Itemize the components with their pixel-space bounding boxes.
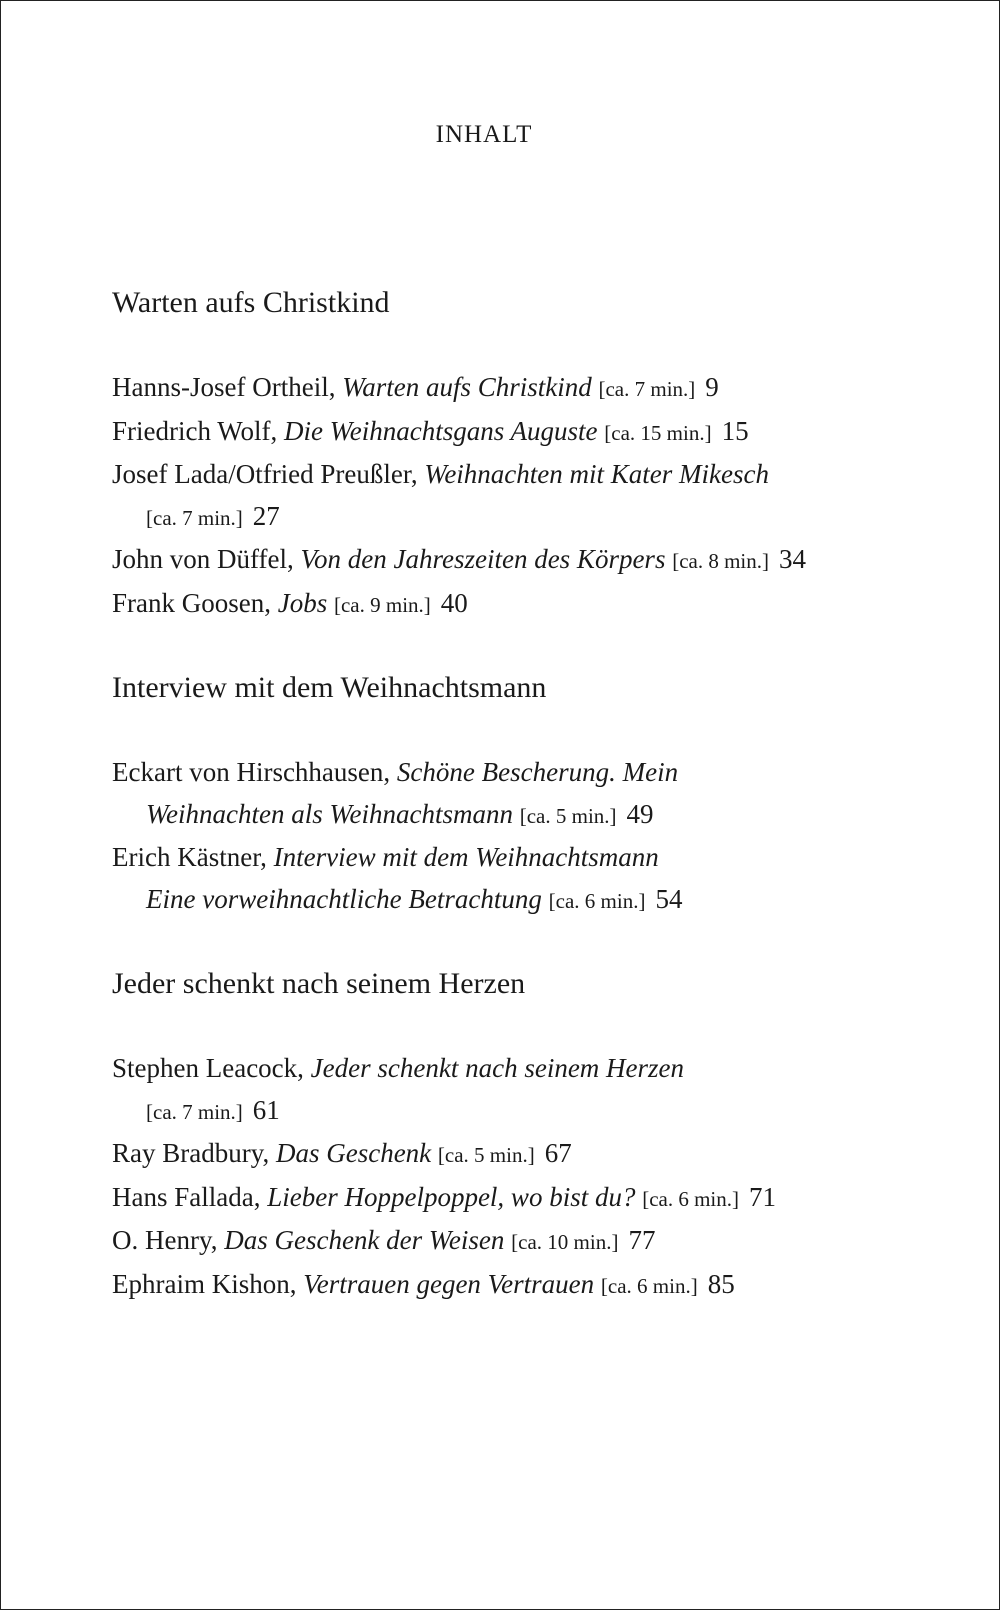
entry-author: Stephen Leacock xyxy=(112,1053,298,1083)
entry-page-number: 71 xyxy=(749,1181,776,1212)
entry-title: Die Weihnachtsgans Auguste xyxy=(284,415,598,446)
entry-duration: [ca. 15 min.] xyxy=(604,420,712,445)
entry-title: Von den Jahreszeiten des Körpers xyxy=(300,544,666,574)
entry-title: Das Geschenk der Weisen xyxy=(224,1225,505,1255)
toc-section xyxy=(112,283,972,626)
toc-entry: Ray Bradbury, Das Geschenk [ca. 5 min.] 67 xyxy=(112,1138,572,1168)
page-title: INHALT xyxy=(435,121,533,148)
entry-duration: [ca. 5 min.] xyxy=(519,803,617,828)
entry-author: John von Düffel xyxy=(112,544,287,574)
entry-page-number: 15 xyxy=(721,415,749,446)
entry-author: Frank Goosen xyxy=(112,587,265,618)
entry-title-continued: Eine vorweihnachtliche Betrachtung xyxy=(146,883,542,914)
entry-title: Warten aufs Christkind xyxy=(342,372,592,402)
entry-title-continued: Weihnachten als Weihnachtsmann xyxy=(146,798,513,829)
entry-author: O. Henry xyxy=(112,1225,211,1255)
entry-title: Lieber Hoppelpoppel, wo bist du? xyxy=(267,1181,636,1212)
section-heading: Interview mit dem Weihnachtsmann xyxy=(112,671,547,704)
entry-page-number: 34 xyxy=(779,544,806,574)
entry-page-number: 49 xyxy=(626,798,654,829)
toc-section xyxy=(112,668,972,922)
entry-title: Jeder schenkt nach seinem Herzen xyxy=(310,1053,685,1083)
entry-page-number: 85 xyxy=(707,1268,735,1299)
section-heading: Warten aufs Christkind xyxy=(112,286,390,319)
entry-author: Ephraim Kishon xyxy=(112,1268,290,1299)
entry-title: Weihnachten mit Kater Mikesch xyxy=(424,459,769,489)
entry-duration: [ca. 7 min.] xyxy=(598,377,696,401)
entry-duration: [ca. 9 min.] xyxy=(333,592,431,617)
entry-author: Ray Bradbury xyxy=(112,1138,263,1168)
entry-duration: [ca. 5 min.] xyxy=(437,1143,535,1167)
entry-page-number: 9 xyxy=(705,372,719,402)
entry-title: Jobs xyxy=(277,587,328,618)
toc-section xyxy=(112,964,972,1307)
entry-duration: [ca. 7 min.] xyxy=(146,1099,243,1124)
toc-entry: O. Henry, Das Geschenk der Weisen [ca. 10 min.] 77 xyxy=(112,1225,656,1255)
entry-author: Friedrich Wolf xyxy=(112,415,271,446)
entry-title: Interview mit dem Weihnachtsmann xyxy=(273,842,659,872)
entry-page-number: 54 xyxy=(655,883,683,914)
entry-title: Schöne Bescherung. Mein xyxy=(396,757,679,787)
entry-page-number: 27 xyxy=(252,500,280,531)
entry-duration: [ca. 10 min.] xyxy=(511,1230,619,1254)
entry-page-number: 67 xyxy=(544,1138,572,1168)
entry-duration: [ca. 6 min.] xyxy=(600,1273,698,1298)
entry-page-number: 40 xyxy=(440,587,468,618)
entry-duration: [ca. 7 min.] xyxy=(146,505,243,530)
entry-duration: [ca. 6 min.] xyxy=(642,1186,739,1211)
entry-author: Eckart von Hirschhausen xyxy=(112,757,384,787)
table-of-contents xyxy=(112,283,972,1349)
toc-entry: Hanns-Josef Ortheil, Warten aufs Christkind [ca. 7 min.] 9 xyxy=(112,372,719,402)
toc-entry: Ephraim Kishon, Vertrauen gegen Vertrauen [ca. 6 min.] 85 xyxy=(112,1268,735,1299)
entry-duration: [ca. 6 min.] xyxy=(548,888,646,913)
section-heading: Jeder schenkt nach seinem Herzen xyxy=(112,967,526,1000)
entry-author: Hanns-Josef Ortheil xyxy=(112,372,329,402)
toc-entry: Eckart von Hirschhausen, Schöne Bescherung. Mein Weihnachten als Weihnachtsmann [ca. 5 min.] 49 xyxy=(112,757,679,829)
entry-page-number: 77 xyxy=(628,1225,656,1255)
entry-title: Das Geschenk xyxy=(275,1138,432,1168)
entry-author: Josef Lada/Otfried Preußler xyxy=(112,459,411,489)
entry-title: Vertrauen gegen Vertrauen xyxy=(303,1268,595,1299)
toc-entry: Frank Goosen, Jobs [ca. 9 min.] 40 xyxy=(112,587,468,618)
toc-entry: Josef Lada/Otfried Preußler, Weihnachten mit Kater Mikesch [ca. 7 min.] 27 xyxy=(112,459,769,531)
entry-page-number: 61 xyxy=(252,1094,280,1125)
toc-entry: Erich Kästner, Interview mit dem Weihnachtsmann Eine vorweihnachtliche Betrachtung [ca. 6 min.] 54 xyxy=(112,842,683,914)
toc-entry: Friedrich Wolf, Die Weihnachtsgans Auguste [ca. 15 min.] 15 xyxy=(112,415,749,446)
entry-author: Hans Fallada xyxy=(112,1181,254,1212)
toc-entry: John von Düffel, Von den Jahreszeiten des Körpers [ca. 8 min.] 34 xyxy=(112,544,806,574)
entry-author: Erich Kästner xyxy=(112,842,261,872)
toc-entry: Stephen Leacock, Jeder schenkt nach seinem Herzen [ca. 7 min.] 61 xyxy=(112,1053,685,1125)
toc-entry: Hans Fallada, Lieber Hoppelpoppel, wo bist du? [ca. 6 min.] 71 xyxy=(112,1181,776,1212)
entry-duration: [ca. 8 min.] xyxy=(672,549,769,573)
